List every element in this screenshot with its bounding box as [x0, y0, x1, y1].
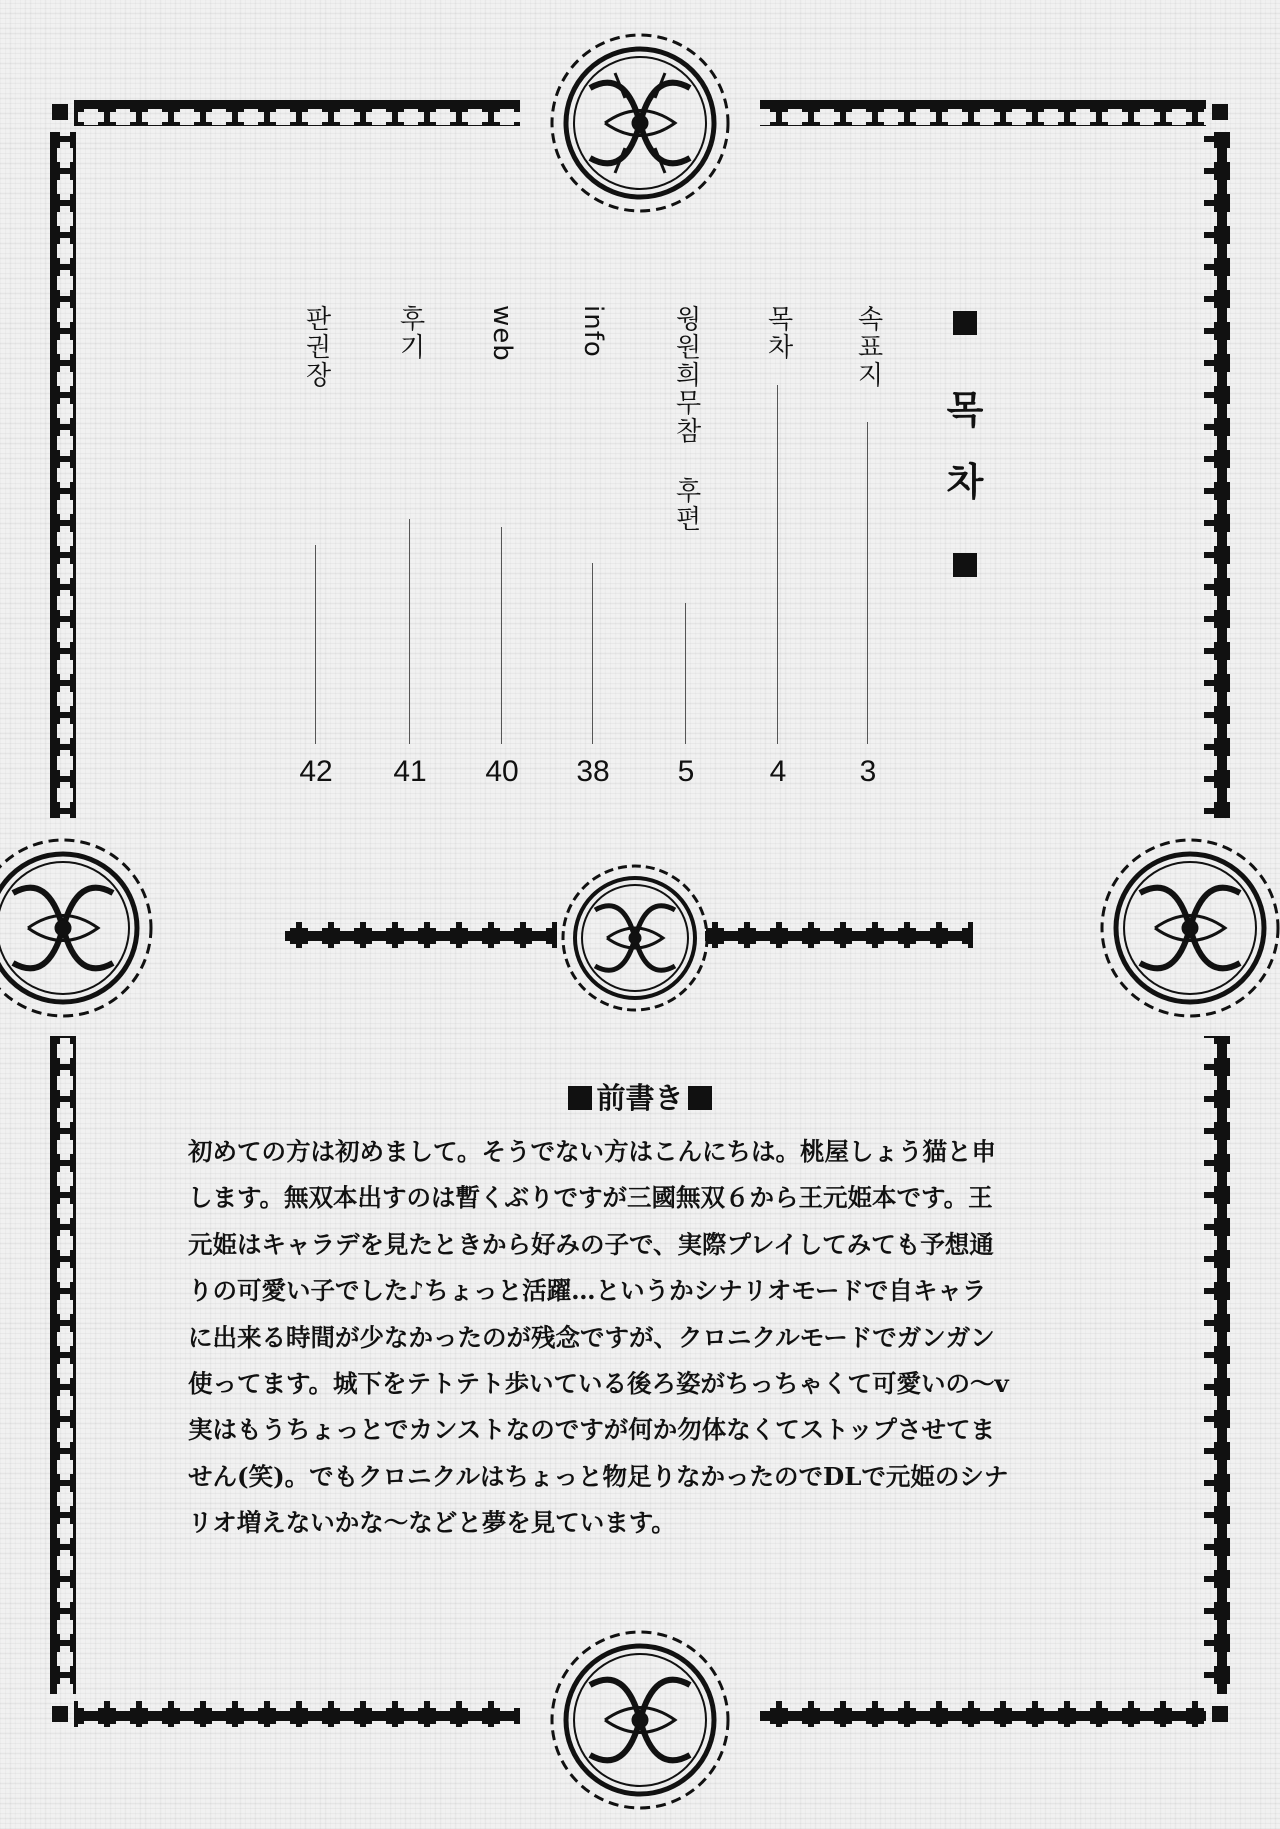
toc-entry[interactable] [477, 305, 527, 795]
preface-title [340, 1080, 940, 1116]
phoenix-medallion-center [545, 858, 725, 1018]
corner-square [1212, 104, 1228, 120]
preface-title-text: 前書き [596, 1081, 684, 1115]
bottom-border [760, 1701, 1206, 1727]
toc-entry-label: info [578, 305, 608, 358]
toc-leader-line [777, 385, 778, 744]
preface-line: します。無双本出すのは暫くぶりですが三國無双６から王元姫本です。王 [188, 1183, 993, 1213]
preface-body [188, 1129, 1096, 1547]
toc-entry[interactable] [568, 305, 618, 795]
corner-square [52, 1706, 68, 1722]
toc-heading-char: 목 [946, 388, 984, 432]
divider-right [705, 922, 973, 948]
toc-entry-page: 38 [576, 755, 610, 788]
divider-left [285, 922, 557, 948]
heading-square-marker [953, 553, 977, 577]
top-border [760, 100, 1206, 126]
toc-leader-line [592, 563, 593, 744]
toc-entry-page: 3 [859, 755, 877, 788]
phoenix-medallion-left [0, 828, 155, 1028]
toc-entry-label: web [487, 305, 517, 362]
right-border [1204, 132, 1230, 818]
toc-entry[interactable] [843, 305, 893, 795]
left-border [50, 1036, 76, 1694]
preface-line: 元姫はキャラデを見たときから好みの子で、実際プレイしてみても予想通 [188, 1229, 994, 1259]
toc-entry-label: 속표지 [853, 305, 883, 389]
heading-square-marker [953, 311, 977, 335]
toc-entry[interactable] [661, 305, 711, 795]
toc-entry[interactable] [753, 305, 803, 795]
title-square-marker [568, 1086, 592, 1110]
toc-leader-line [409, 519, 410, 744]
toc-entry-page: 4 [769, 755, 787, 788]
preface-line: リオ増えないかな～などと夢を見ています。 [188, 1508, 676, 1538]
preface-line: に出来る時間が少なかったのが残念ですが、クロニクルモードでガンガン [188, 1322, 995, 1352]
toc-entry-label: 후기 [395, 305, 425, 361]
phoenix-medallion-top [515, 28, 765, 218]
toc-heading-char: 차 [946, 460, 984, 504]
preface-line: 使ってます。城下をテトテト歩いている後ろ姿がちっちゃくて可愛いの～v [188, 1368, 1009, 1398]
toc-entry[interactable] [291, 305, 341, 795]
toc-leader-line [867, 422, 868, 744]
bottom-border [74, 1701, 520, 1727]
toc-entry[interactable] [385, 305, 435, 795]
corner-square [1212, 1706, 1228, 1722]
preface-line: せん(笑)。でもクロニクルはちょっと物足りなかったのでDLで元姫のシナ [188, 1461, 1009, 1491]
toc-leader-line [501, 527, 502, 744]
toc-entry-page: 41 [393, 755, 427, 788]
toc-leader-line [315, 545, 316, 744]
toc-entry-page: 42 [299, 755, 333, 788]
title-square-marker [688, 1086, 712, 1110]
corner-square [52, 104, 68, 120]
preface-line: 初めての方は初めまして。そうでない方はこんにちは。桃屋しょう猫と申 [188, 1137, 997, 1166]
right-border [1204, 1036, 1230, 1694]
preface-line: 実はもうちょっとでカンストなのですが何か勿体なくてストップさせてま [188, 1415, 996, 1445]
phoenix-medallion-right [1090, 828, 1280, 1028]
top-border [74, 100, 520, 126]
preface-line: りの可愛い子でした♪ちょっと活躍…というかシナリオモードで自キャラ [188, 1276, 987, 1306]
toc-entry-label: 웡원희무참 후편 [671, 305, 701, 533]
toc-entry-page: 40 [485, 755, 519, 788]
toc-leader-line [685, 603, 686, 744]
toc-entry-page: 5 [677, 755, 695, 788]
toc-heading [940, 305, 990, 577]
toc-entry-label: 판권장 [301, 305, 331, 389]
phoenix-medallion-bottom [515, 1620, 765, 1820]
left-border [50, 132, 76, 818]
toc-entry-label: 목차 [763, 305, 793, 361]
